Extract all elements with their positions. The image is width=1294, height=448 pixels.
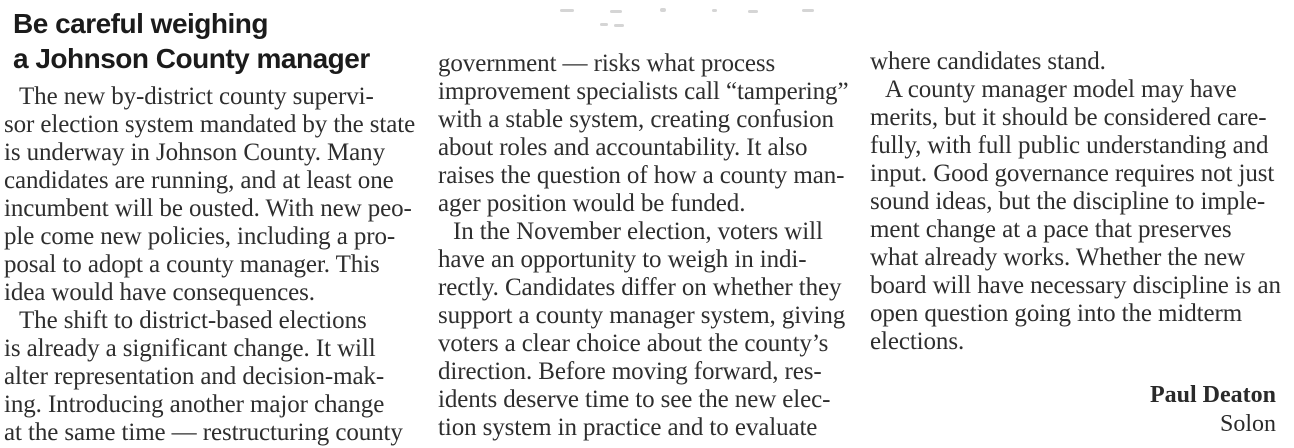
column-2 bbox=[438, 50, 852, 442]
signature-name: Paul Deaton bbox=[1150, 382, 1276, 408]
text-line: In the November election, voters will bbox=[453, 218, 823, 245]
text-line: raises the question of how a county man- bbox=[438, 162, 845, 189]
text-line: elections. bbox=[870, 328, 965, 355]
column-3 bbox=[870, 48, 1288, 439]
text-line: alter representation and decision-mak- bbox=[4, 363, 385, 390]
text-line: sor election system mandated by the state bbox=[4, 111, 416, 138]
scan-artifact bbox=[614, 24, 624, 27]
text-line: ing. Introducing another major change bbox=[4, 391, 385, 418]
text-line: A county manager model may have bbox=[885, 76, 1237, 103]
text-line: tion system in practice and to evaluate bbox=[438, 414, 818, 441]
text-line: is underway in Johnson County. Many bbox=[4, 139, 385, 166]
headline bbox=[13, 6, 432, 76]
text-line: The new by-district county supervi- bbox=[19, 83, 374, 110]
column-2-text bbox=[438, 50, 852, 442]
column-1-text bbox=[4, 83, 432, 447]
text-line: merits, but it should be considered care- bbox=[870, 104, 1267, 131]
text-line: The shift to district-based elections bbox=[19, 307, 367, 334]
text-line: candidates are running, and at least one bbox=[4, 167, 394, 194]
text-line: support a county manager system, giving bbox=[438, 302, 846, 329]
text-line: fully, with full public understanding and bbox=[870, 132, 1269, 159]
scan-artifact bbox=[802, 9, 814, 12]
text-line: about roles and accountability. It also bbox=[438, 134, 808, 161]
text-line: improvement specialists call “tampering” bbox=[438, 78, 849, 105]
text-line: government — risks what process bbox=[438, 50, 776, 77]
text-line: board will have necessary discipline is an bbox=[870, 272, 1281, 299]
signature-place: Solon bbox=[1219, 411, 1276, 437]
text-line: input. Good governance requires not just bbox=[870, 160, 1275, 187]
text-line: ager position would be funded. bbox=[438, 190, 746, 217]
headline-line-2: a Johnson County manager bbox=[13, 43, 370, 74]
scan-artifact bbox=[560, 9, 574, 12]
text-line: have an opportunity to weigh in indi- bbox=[438, 246, 807, 273]
scan-artifact bbox=[600, 23, 608, 26]
text-line: idea would have consequences. bbox=[4, 279, 315, 306]
column-3-text bbox=[870, 48, 1288, 356]
text-line: direction. Before moving forward, res- bbox=[438, 358, 822, 385]
text-line: where candidates stand. bbox=[870, 48, 1106, 75]
text-line: with a stable system, creating confusion bbox=[438, 106, 834, 133]
scan-artifact bbox=[712, 9, 717, 12]
text-line: incumbent will be ousted. With new peo- bbox=[4, 195, 412, 222]
scan-artifact bbox=[748, 10, 758, 13]
text-line: sound ideas, but the discipline to imple- bbox=[870, 188, 1266, 215]
text-line: what already works. Whether the new bbox=[870, 244, 1246, 271]
text-line: is already a significant change. It will bbox=[4, 335, 376, 362]
text-line: voters a clear choice about the county’s bbox=[438, 330, 829, 357]
text-line: posal to adopt a county manager. This bbox=[4, 251, 380, 278]
text-line: idents deserve time to see the new elec- bbox=[438, 386, 831, 413]
text-line: rectly. Candidates differ on whether they bbox=[438, 274, 842, 301]
scan-artifact bbox=[610, 10, 622, 13]
scan-artifact bbox=[660, 8, 666, 12]
text-line: ple come new policies, including a pro- bbox=[4, 223, 396, 250]
text-line: at the same time — restructuring county bbox=[4, 419, 403, 446]
text-line: open question going into the midterm bbox=[870, 300, 1243, 327]
headline-line-1: Be careful weighing bbox=[13, 8, 268, 39]
column-1 bbox=[4, 6, 432, 447]
text-line: ment change at a pace that preserves bbox=[870, 216, 1232, 243]
signature bbox=[870, 381, 1288, 439]
